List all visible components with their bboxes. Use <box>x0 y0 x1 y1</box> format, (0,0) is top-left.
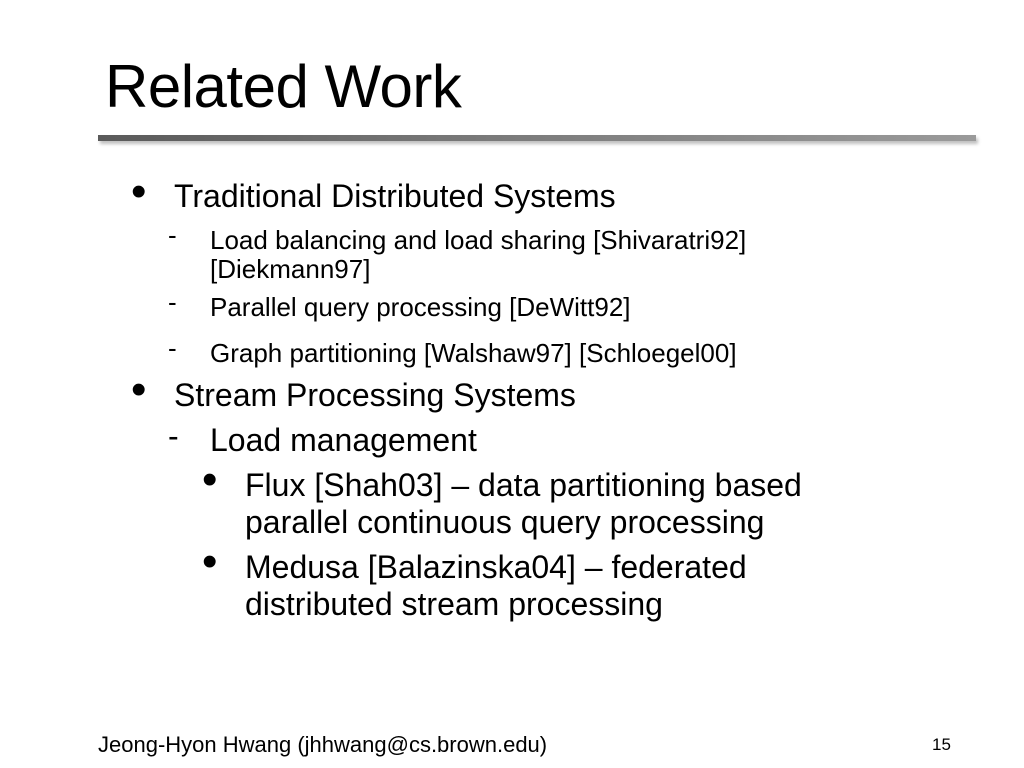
dash-icon: - <box>168 333 177 363</box>
bullet-icon: • <box>131 167 147 216</box>
dash-icon: - <box>168 287 177 317</box>
bullet-icon: • <box>202 455 218 504</box>
point-flux: Flux [Shah03] – data partitioning based <box>245 467 802 503</box>
point-medusa-cont: distributed stream processing <box>245 586 663 622</box>
footer-author: Jeong-Hyon Hwang (jhhwang@cs.brown.edu) <box>98 732 548 757</box>
page-number: 15 <box>932 735 951 754</box>
title-divider <box>98 135 976 141</box>
point-flux-cont: parallel continuous query processing <box>245 504 765 540</box>
slide-title: Related Work <box>105 53 462 120</box>
section-heading-stream: Stream Processing Systems <box>174 377 576 413</box>
dash-icon: - <box>168 220 177 250</box>
dash-icon: - <box>168 418 179 454</box>
subitem-load-balancing: Load balancing and load sharing [Shivaratri92] <box>210 225 747 255</box>
section-heading-traditional: Traditional Distributed Systems <box>174 178 616 214</box>
bullet-icon: • <box>131 365 147 414</box>
subitem-parallel-query: Parallel query processing [DeWitt92] <box>210 292 631 322</box>
point-medusa: Medusa [Balazinska04] – federated <box>245 549 747 585</box>
subitem-load-management: Load management <box>210 422 477 458</box>
subitem-load-balancing-cont: [Diekmann97] <box>210 254 371 284</box>
subitem-graph-partitioning: Graph partitioning [Walshaw97] [Schloegel00] <box>210 338 737 368</box>
bullet-icon: • <box>202 537 218 586</box>
